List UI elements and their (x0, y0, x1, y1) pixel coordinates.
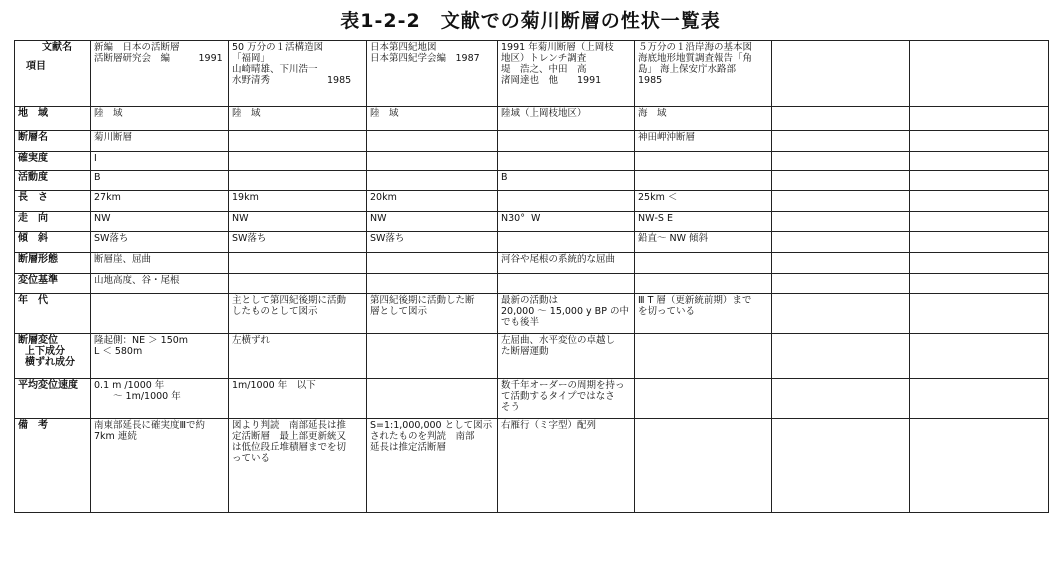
cell-text-line: 活断層研究会 編 1991 (94, 53, 223, 64)
table-cell (498, 419, 635, 513)
table-cell (91, 334, 229, 379)
cell-text-line: 第四紀後期に活動した断 (370, 295, 475, 306)
cell-text-line: 右雁行（ミ字型）配列 (501, 420, 597, 431)
table-cell (498, 171, 635, 191)
table-cell (635, 253, 772, 274)
cell-text-line: 7km 連続 (94, 431, 137, 442)
table-cell (91, 419, 229, 513)
source-header-cell (367, 41, 498, 107)
table-cell (910, 232, 1049, 253)
table-cell (772, 294, 910, 334)
cell-text-line: 1991 年菊川断層（上岡枝 (501, 42, 614, 53)
cell-text-line: でも後半 (501, 317, 540, 328)
cell-text-line: B (501, 172, 508, 183)
table-cell (498, 379, 635, 419)
cell-text-line: SW落ち (370, 233, 405, 244)
cell-text-line: I (94, 153, 97, 164)
cell-text-line: ～ 1m/1000 年 (94, 391, 181, 402)
table-cell (910, 171, 1049, 191)
table-row (15, 171, 1049, 191)
cell-text-line: されたものを判読 南部 (370, 431, 475, 442)
table-row (15, 212, 1049, 232)
cell-text-line: 25km ＜ (638, 192, 678, 203)
table-cell (91, 152, 229, 171)
table-cell (910, 253, 1049, 274)
table-cell (772, 131, 910, 152)
table-cell (91, 107, 229, 131)
cell-text-line: 19km (232, 192, 259, 203)
table-cell (498, 152, 635, 171)
table-cell (772, 334, 910, 379)
row-label-cell (15, 253, 91, 274)
table-row (15, 379, 1049, 419)
table-cell (229, 379, 367, 419)
table-cell (498, 212, 635, 232)
cell-text-line: 鉛直～ NW 傾斜 (638, 233, 709, 244)
cell-text-line: L ＜ 580m (94, 346, 143, 357)
table-cell (367, 379, 498, 419)
table-cell (229, 212, 367, 232)
table-cell (772, 274, 910, 294)
table-cell (229, 253, 367, 274)
table-cell (367, 419, 498, 513)
row-label: 変位基準 (18, 275, 58, 286)
table-cell (635, 152, 772, 171)
cell-text-line: 河谷や尾根の系統的な屈曲 (501, 254, 616, 265)
table-cell (367, 253, 498, 274)
cell-text-line: 数千年オーダーの周期を持っ (501, 380, 625, 391)
table-cell (635, 232, 772, 253)
cell-text-line: ５万分の１沿岸海の基本図 (638, 42, 753, 53)
cell-text-line: 20,000 ～ 15,000 y BP の中 (501, 306, 629, 317)
table-cell (367, 274, 498, 294)
cell-text-line: 陸 域 (94, 108, 123, 119)
cell-text-line: 南東部延長に確実度Ⅲで約 (94, 420, 206, 431)
cell-text-line: 日本第四紀地図 (370, 42, 437, 53)
cell-text-line: 山地高度、谷・尾根 (94, 275, 180, 286)
source-header-cell (91, 41, 229, 107)
table-cell (229, 419, 367, 513)
cell-text-line: NW (370, 213, 387, 224)
table-cell (772, 152, 910, 171)
cell-text-line: た断層運動 (501, 346, 549, 357)
row-label-cell (15, 191, 91, 212)
table-cell (367, 171, 498, 191)
table-cell (91, 294, 229, 334)
table-cell (910, 191, 1049, 212)
cell-text-line: 隆起側：NE ＞ 150m (94, 335, 189, 346)
source-header-cell (635, 41, 772, 107)
table-cell (910, 212, 1049, 232)
cell-text-line: 20km (370, 192, 397, 203)
cell-text-line: 1m/1000 年 以下 (232, 380, 316, 391)
table-cell (635, 274, 772, 294)
table-cell (772, 171, 910, 191)
cell-text-line: 50 万分の１活構造図 (232, 42, 324, 53)
cell-text-line: NW‐S E (638, 213, 673, 224)
table-cell (91, 171, 229, 191)
cell-text-line: は低位段丘堆積層までを切 (232, 442, 347, 453)
table-cell (367, 294, 498, 334)
table-cell (229, 334, 367, 379)
table-cell (910, 334, 1049, 379)
source-header-cell (772, 41, 910, 107)
row-label: 断層名 (18, 132, 48, 143)
table-cell (367, 212, 498, 232)
row-label-cell (15, 152, 91, 171)
table-cell (772, 191, 910, 212)
table-cell (635, 107, 772, 131)
table-row (15, 191, 1049, 212)
table-cell (635, 171, 772, 191)
row-label: 傾 斜 (18, 233, 48, 244)
cell-text-line: 海底地形地質調査報告「角 (638, 53, 753, 64)
table-cell (772, 232, 910, 253)
row-label: 地 域 (18, 108, 48, 119)
row-label: 平均変位速度 (18, 380, 78, 391)
table-cell (91, 212, 229, 232)
row-label: 長 さ (18, 192, 48, 203)
table-cell (910, 107, 1049, 131)
row-label: 断層変位 上下成分 横ずれ成分 (18, 335, 75, 368)
cell-text-line: 0.1 m /1000 年 (94, 380, 165, 391)
table-cell (229, 191, 367, 212)
table-cell (229, 152, 367, 171)
table-cell (91, 232, 229, 253)
table-cell (229, 171, 367, 191)
row-label: 活動度 (18, 172, 48, 183)
table-cell (635, 379, 772, 419)
table-cell (635, 131, 772, 152)
table-cell (229, 131, 367, 152)
cell-text-line: 地区）トレンチ調査 (501, 53, 587, 64)
table-cell (910, 294, 1049, 334)
page-title: 表1-2-2 文献での菊川断層の性状一覧表 (340, 10, 721, 32)
cell-text-line: 陸域（上岡枝地区） (501, 108, 587, 119)
source-header-cell (229, 41, 367, 107)
cell-text-line: 「福岡」 (232, 53, 271, 64)
cell-text-line: 定活断層 最上部更新統又 (232, 431, 347, 442)
row-label: 走 向 (18, 213, 48, 224)
source-header-cell (498, 41, 635, 107)
table-cell (498, 131, 635, 152)
cell-text-line: 延長は推定活断層 (370, 442, 447, 453)
table-cell (772, 379, 910, 419)
table-cell (635, 212, 772, 232)
row-label: 断層形態 (18, 254, 58, 265)
table-cell (910, 379, 1049, 419)
table-cell (367, 131, 498, 152)
table-cell (229, 274, 367, 294)
row-label-cell (15, 419, 91, 513)
fault-properties-table (14, 40, 1049, 513)
table-cell (772, 107, 910, 131)
table-row (15, 107, 1049, 131)
table-row (15, 274, 1049, 294)
table-cell (367, 191, 498, 212)
row-label-cell (15, 232, 91, 253)
table-cell (91, 191, 229, 212)
table-cell (635, 294, 772, 334)
cell-text-line: SW落ち (94, 233, 129, 244)
table-cell (91, 379, 229, 419)
table-cell (772, 253, 910, 274)
item-label: 項目 (26, 61, 46, 72)
cell-text-line: 左横ずれ (232, 335, 271, 346)
cell-text-line: 菊川断層 (94, 132, 133, 143)
table-cell (910, 131, 1049, 152)
cell-text-line: NW (94, 213, 111, 224)
cell-text-line: 島」 海上保安庁水路部 (638, 64, 737, 75)
row-label-cell (15, 379, 91, 419)
row-label-cell (15, 274, 91, 294)
table-cell (635, 191, 772, 212)
table-cell (91, 131, 229, 152)
table-cell (229, 107, 367, 131)
cell-text-line: そう (501, 402, 521, 413)
table-cell (367, 107, 498, 131)
cell-text-line: 陸 域 (232, 108, 261, 119)
cell-text-line: SW落ち (232, 233, 267, 244)
cell-text-line: 海 域 (638, 108, 667, 119)
table-cell (772, 419, 910, 513)
table-row (15, 152, 1049, 171)
row-label-cell (15, 171, 91, 191)
row-label-cell (15, 107, 91, 131)
cell-text-line: 主として第四紀後期に活動 (232, 295, 347, 306)
table-row (15, 334, 1049, 379)
cell-text-line: を切っている (638, 306, 696, 317)
table-cell (498, 253, 635, 274)
row-label-cell (15, 212, 91, 232)
cell-text-line: S=1:1,000,000 として図示 (370, 420, 493, 431)
source-label: 文献名 (42, 42, 72, 53)
cell-text-line: 新編 日本の活断層 (94, 42, 180, 53)
cell-text-line: 水野清秀 1985 (232, 75, 352, 86)
table-cell (910, 274, 1049, 294)
cell-text-line: っている (232, 453, 271, 464)
table-cell (229, 294, 367, 334)
cell-text-line: N30° W (501, 213, 541, 224)
cell-text-line: 日本第四紀学会編 1987 (370, 53, 480, 64)
table-cell (498, 232, 635, 253)
table-cell (910, 419, 1049, 513)
table-cell (498, 191, 635, 212)
cell-text-line: て活動するタイプではなさ (501, 391, 615, 402)
table-cell (91, 253, 229, 274)
table-cell (498, 294, 635, 334)
cell-text-line: 層として図示 (370, 306, 428, 317)
cell-text-line: 陸 域 (370, 108, 399, 119)
header-row (15, 41, 1049, 107)
row-label: 年 代 (18, 295, 48, 306)
cell-text-line: B (94, 172, 101, 183)
table-cell (635, 419, 772, 513)
cell-text-line: 左屈曲、水平変位の卓越し (501, 335, 616, 346)
table-cell (635, 334, 772, 379)
table-row (15, 131, 1049, 152)
cell-text-line: 最新の活動は (501, 295, 559, 306)
cell-text-line: 図より判読 南部延長は推 (232, 420, 347, 431)
cell-text-line: 渚岡達也 他 1991 (501, 75, 602, 86)
table-cell (91, 274, 229, 294)
table-row (15, 419, 1049, 513)
cell-text-line: 1985 (638, 75, 663, 86)
row-label-cell (15, 294, 91, 334)
table-cell (367, 232, 498, 253)
table-cell (498, 274, 635, 294)
row-label-cell (15, 334, 91, 379)
cell-text-line: 山崎晴雄、下川浩一 (232, 64, 318, 75)
table-cell (367, 152, 498, 171)
cell-text-line: 27km (94, 192, 121, 203)
cell-text-line: Ⅲ T 層（更新統前期）まで (638, 295, 752, 306)
cell-text-line: 神田岬沖断層 (638, 132, 696, 143)
cell-text-line: 断層崖、屈曲 (94, 254, 152, 265)
row-label-cell (15, 131, 91, 152)
table-row (15, 294, 1049, 334)
header-corner-cell (15, 41, 91, 107)
table-cell (367, 334, 498, 379)
table-row (15, 232, 1049, 253)
cell-text-line: 堤 浩之、中田 高 (501, 64, 587, 75)
table-cell (772, 212, 910, 232)
row-label: 備 考 (18, 420, 48, 431)
source-header-cell (910, 41, 1049, 107)
table-cell (910, 152, 1049, 171)
row-label: 確実度 (18, 153, 48, 164)
table-cell (498, 107, 635, 131)
table-row (15, 253, 1049, 274)
table-cell (229, 232, 367, 253)
cell-text-line: したものとして図示 (232, 306, 318, 317)
table-cell (498, 334, 635, 379)
cell-text-line: NW (232, 213, 249, 224)
